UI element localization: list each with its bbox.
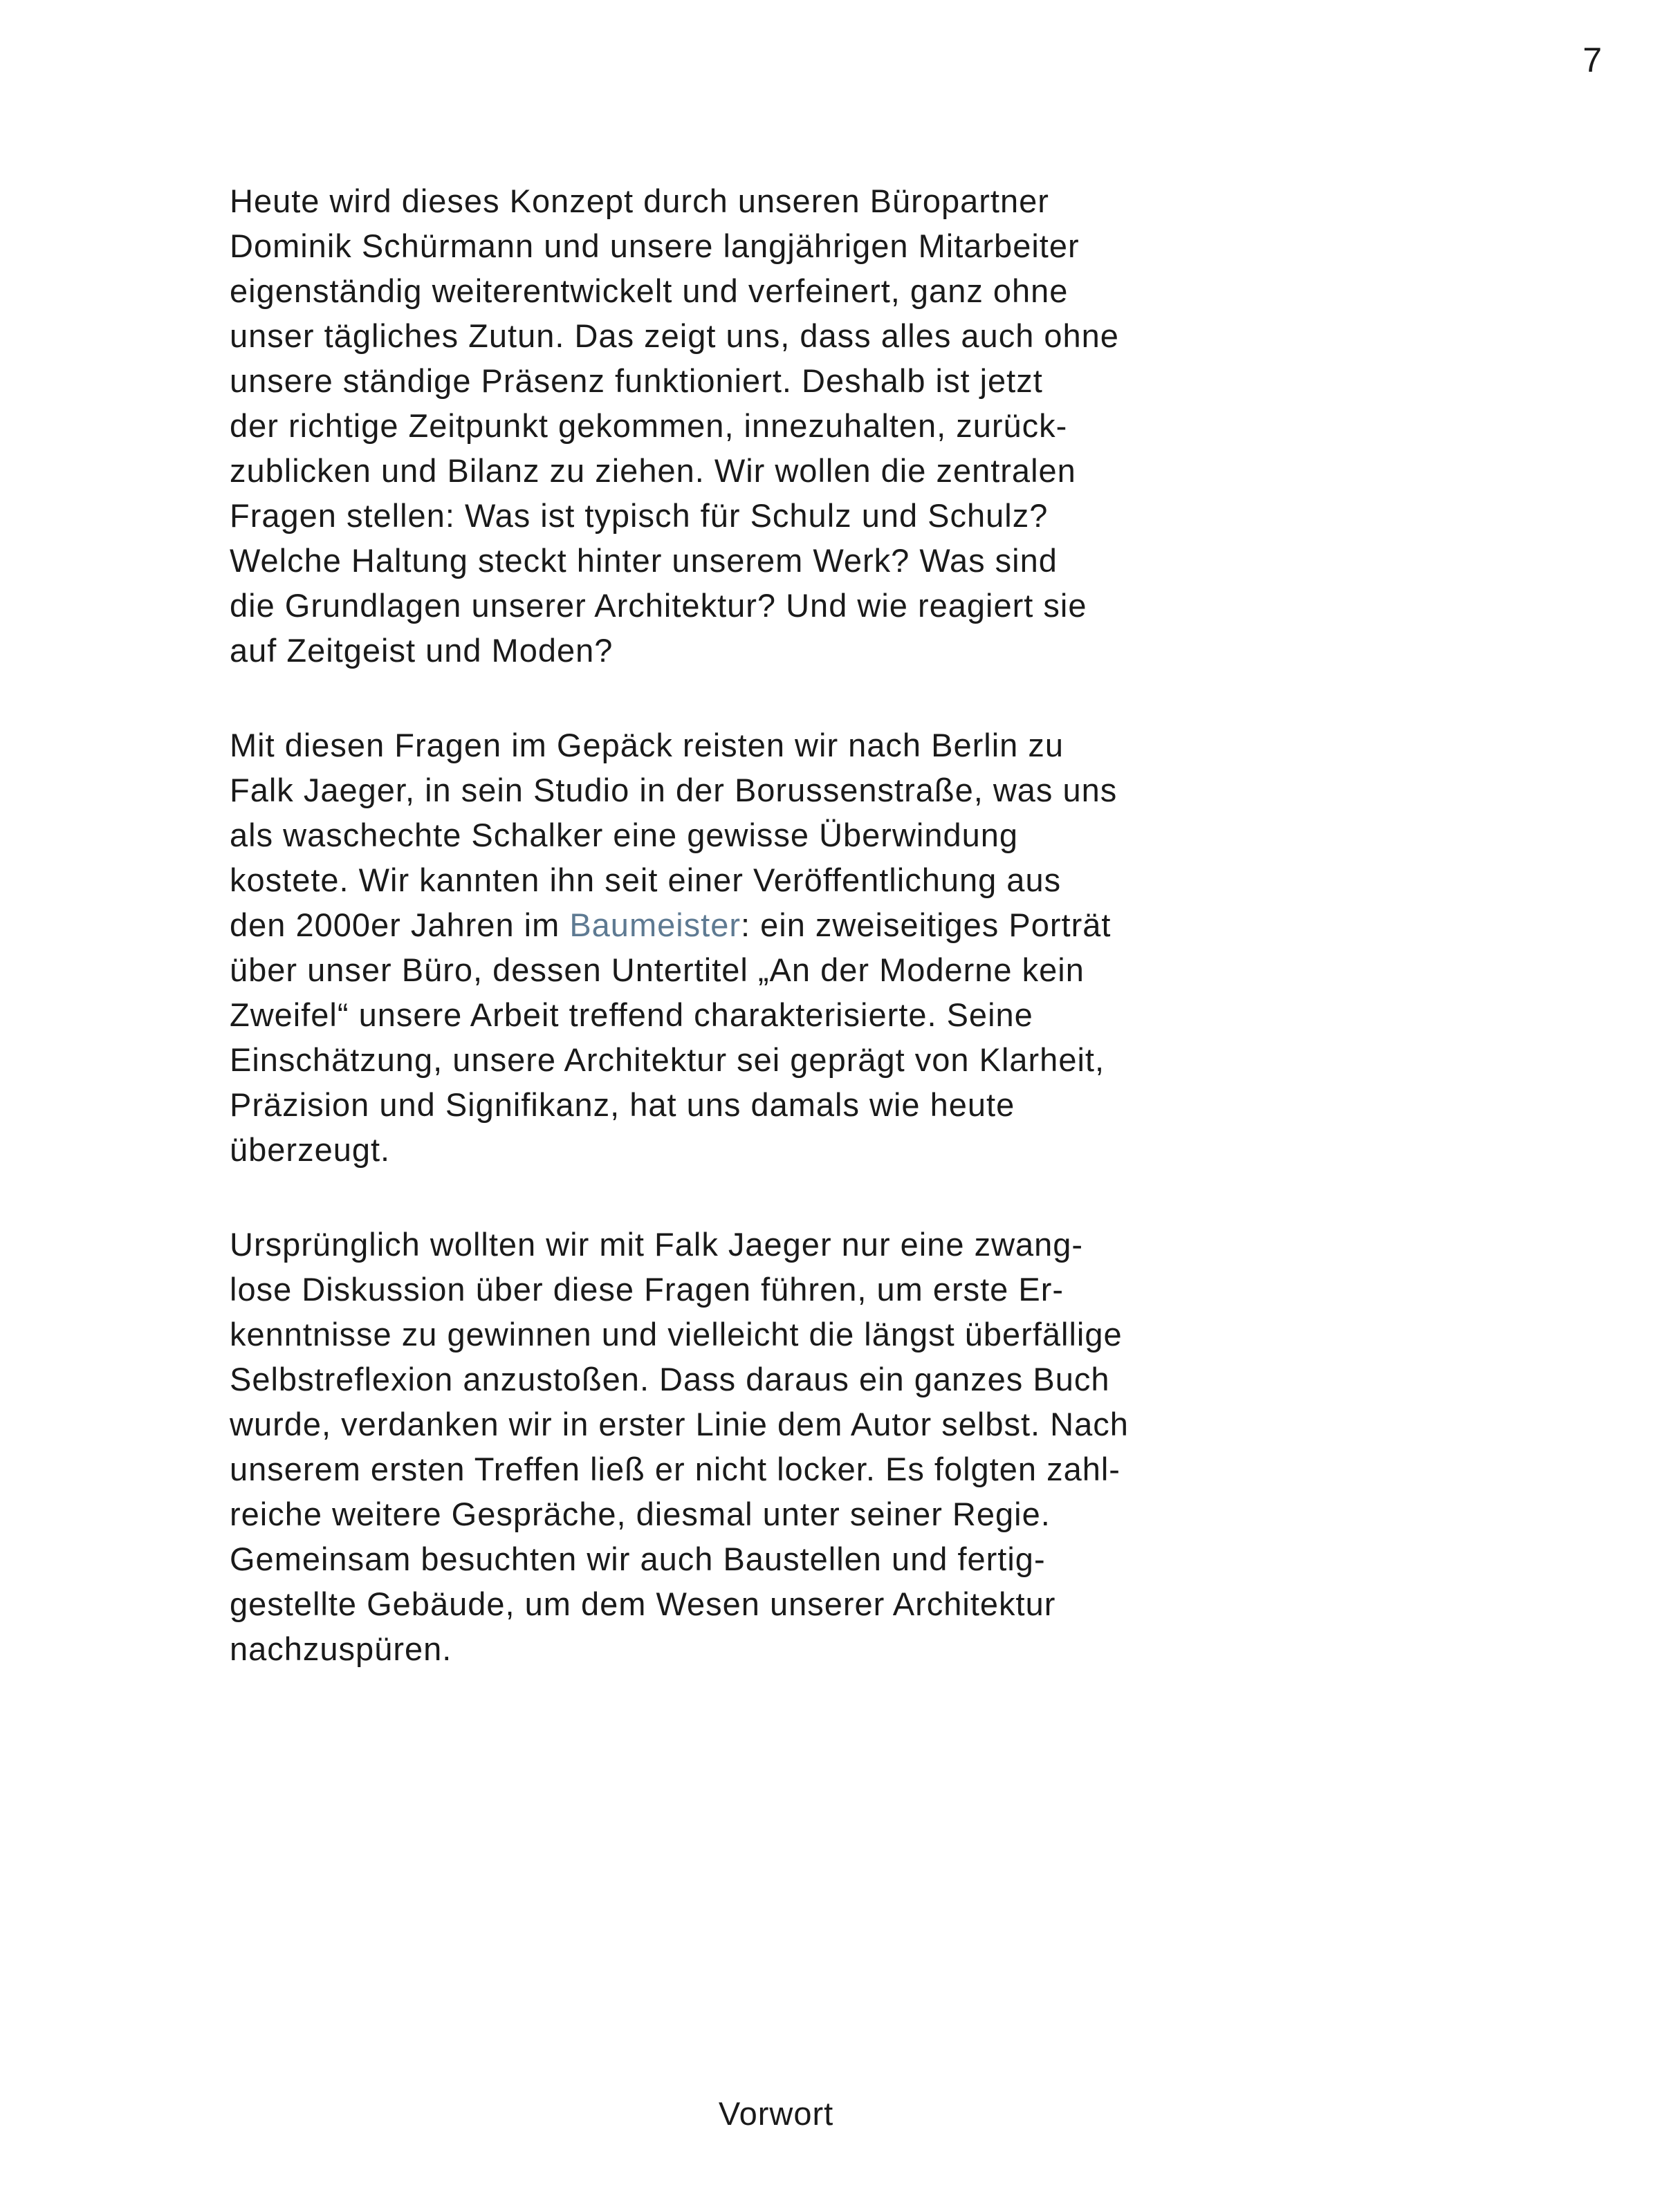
text-line: Zweifel“ unsere Arbeit treffend charakterisierte. Seine <box>230 996 1033 1033</box>
text-line: lose Diskussion über diese Fragen führen, um erste Er- <box>230 1271 1064 1308</box>
text-line: Einschätzung, unsere Architektur sei geprägt von Klarheit, <box>230 1041 1105 1078</box>
text-line: auf Zeitgeist und Moden? <box>230 632 614 669</box>
text-line: nachzuspüren. <box>230 1630 452 1667</box>
text-segment: : ein zweiseitiges Porträt <box>741 907 1112 943</box>
text-line: Welche Haltung steckt hinter unserem Werk? Was sind <box>230 542 1058 579</box>
text-line: Fragen stellen: Was ist typisch für Schulz und Schulz? <box>230 497 1049 534</box>
page-number: 7 <box>1583 41 1603 80</box>
text-line: kostete. Wir kannten ihn seit einer Veröffentlichung aus <box>230 862 1062 898</box>
text-line: Ursprünglich wollten wir mit Falk Jaeger nur eine zwang- <box>230 1226 1084 1263</box>
text-line: Mit diesen Fragen im Gepäck reisten wir nach Berlin zu <box>230 727 1064 763</box>
text-line: kenntnisse zu gewinnen und vielleicht die längst überfällige <box>230 1316 1123 1353</box>
text-line: Falk Jaeger, in sein Studio in der Borussenstraße, was uns <box>230 772 1118 808</box>
paragraph <box>230 178 1378 673</box>
text-line: wurde, verdanken wir in erster Linie dem Autor selbst. Nach <box>230 1406 1129 1442</box>
running-footer: Vorwort <box>718 2095 834 2132</box>
text-line <box>230 902 1378 947</box>
highlight-baumeister: Baumeister <box>569 907 741 943</box>
text-line: eigenständig weiterentwickelt und verfeinert, ganz ohne <box>230 272 1069 309</box>
text-line: die Grundlagen unserer Architektur? Und wie reagiert sie <box>230 587 1087 624</box>
text-line: reiche weitere Gespräche, diesmal unter seiner Regie. <box>230 1496 1051 1532</box>
text-line: Gemeinsam besuchten wir auch Baustellen und fertig- <box>230 1541 1046 1577</box>
text-line: überzeugt. <box>230 1131 391 1168</box>
text-line: unserem ersten Treffen ließ er nicht locker. Es folgten zahl- <box>230 1451 1120 1487</box>
text-line: Heute wird dieses Konzept durch unseren Büropartner <box>230 183 1049 219</box>
text-segment: den 2000er Jahren im <box>230 907 570 943</box>
text-line: über unser Büro, dessen Untertitel „An der Moderne kein <box>230 951 1085 988</box>
text-line: Präzision und Signifikanz, hat uns damals wie heute <box>230 1086 1015 1123</box>
text-line: der richtige Zeitpunkt gekommen, innezuhalten, zurück- <box>230 407 1068 444</box>
text-line: gestellte Gebäude, um dem Wesen unserer Architektur <box>230 1586 1056 1622</box>
body-text <box>230 178 1378 1721</box>
text-line: unser tägliches Zutun. Das zeigt uns, dass alles auch ohne <box>230 317 1119 354</box>
text-line: als waschechte Schalker eine gewisse Überwindung <box>230 817 1019 853</box>
text-line: zublicken und Bilanz zu ziehen. Wir wollen die zentralen <box>230 452 1076 489</box>
text-line: Selbstreflexion anzustoßen. Dass daraus ein ganzes Buch <box>230 1361 1110 1397</box>
text-line: unsere ständige Präsenz funktioniert. Deshalb ist jetzt <box>230 362 1043 399</box>
text-line: Dominik Schürmann und unsere langjährigen Mitarbeiter <box>230 227 1080 264</box>
paragraph <box>230 1222 1378 1671</box>
paragraph <box>230 723 1378 1172</box>
